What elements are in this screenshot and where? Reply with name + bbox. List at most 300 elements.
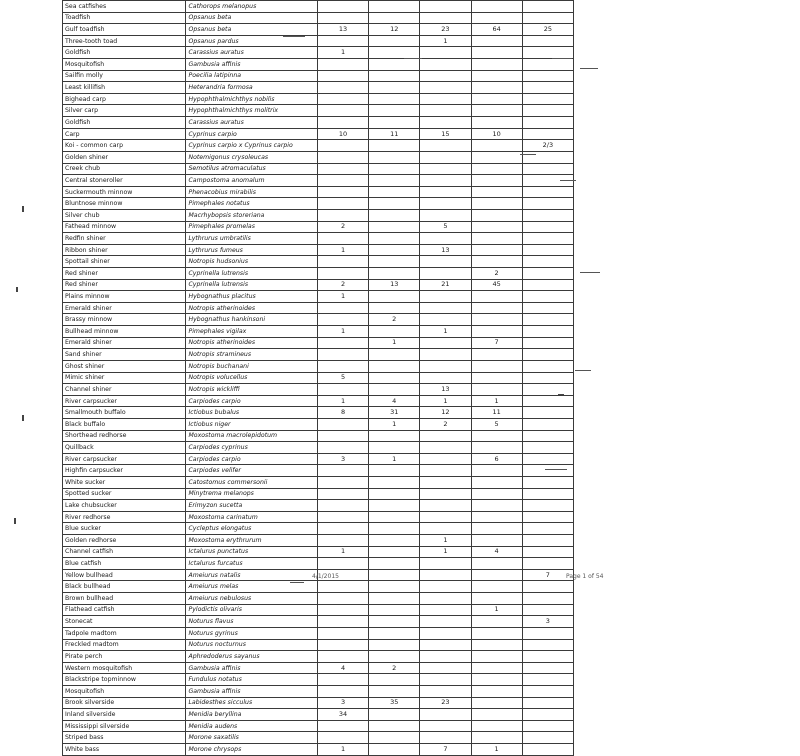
count-cell (317, 488, 368, 500)
table-row (63, 12, 574, 24)
count-cell (317, 581, 368, 593)
scientific-name-cell: Opsanus beta (186, 12, 318, 24)
scan-speck (558, 394, 564, 395)
count-cell (420, 268, 471, 280)
count-cell (317, 151, 368, 163)
table-row (63, 418, 574, 430)
count-cell (420, 685, 471, 697)
table-row (63, 581, 574, 593)
count-cell (522, 651, 573, 663)
count-cell (420, 569, 471, 581)
count-cell (317, 627, 368, 639)
common-name-cell: Plains minnow (63, 291, 186, 303)
scientific-name-cell: Pimephales notatus (186, 198, 318, 210)
count-cell: 25 (522, 24, 573, 36)
count-cell: 1 (317, 546, 368, 558)
count-cell (522, 511, 573, 523)
common-name-cell: River redhorse (63, 511, 186, 523)
scientific-name-cell: Moxostoma erythrurum (186, 535, 318, 547)
count-cell (369, 221, 420, 233)
count-cell (522, 128, 573, 140)
scientific-name-cell: Pimephales promelas (186, 221, 318, 233)
count-cell: 1 (471, 604, 522, 616)
count-cell (522, 349, 573, 361)
scientific-name-cell: Menidia audens (186, 720, 318, 732)
count-cell: 1 (317, 395, 368, 407)
count-cell (369, 651, 420, 663)
scientific-name-cell: Pimephales vigilax (186, 326, 318, 338)
scientific-name-cell: Notropis atherinoides (186, 302, 318, 314)
count-cell (522, 593, 573, 605)
count-cell (317, 442, 368, 454)
scientific-name-cell: Carassius auratus (186, 117, 318, 129)
count-cell (522, 604, 573, 616)
count-cell: 35 (369, 697, 420, 709)
common-name-cell: Brown bullhead (63, 593, 186, 605)
count-cell: 1 (420, 535, 471, 547)
count-cell (369, 198, 420, 210)
count-cell (317, 209, 368, 221)
count-cell (522, 709, 573, 721)
common-name-cell: Three-tooth toad (63, 35, 186, 47)
count-cell (471, 326, 522, 338)
count-cell (317, 1, 368, 13)
scientific-name-cell: Opsanus pardus (186, 35, 318, 47)
scan-speck (22, 415, 24, 421)
count-cell (420, 70, 471, 82)
common-name-cell: Koi - common carp (63, 140, 186, 152)
count-cell: 1 (420, 546, 471, 558)
count-cell (369, 500, 420, 512)
count-cell (369, 12, 420, 24)
count-cell (471, 35, 522, 47)
count-cell (420, 593, 471, 605)
count-cell (420, 732, 471, 744)
count-cell (369, 384, 420, 396)
common-name-cell: Brassy minnow (63, 314, 186, 326)
scientific-name-cell: Labidesthes sicculus (186, 697, 318, 709)
table-row (63, 279, 574, 291)
common-name-cell: Flathead catfish (63, 604, 186, 616)
count-cell (369, 488, 420, 500)
scan-speck (14, 518, 16, 524)
count-cell (317, 465, 368, 477)
count-cell (420, 511, 471, 523)
count-cell (369, 709, 420, 721)
count-cell (522, 720, 573, 732)
count-cell: 2 (317, 279, 368, 291)
count-cell (471, 244, 522, 256)
scientific-name-cell: Cycleptus elongatus (186, 523, 318, 535)
count-cell (420, 12, 471, 24)
count-cell (317, 651, 368, 663)
scientific-name-cell: Ameiurus natalis (186, 569, 318, 581)
common-name-cell: Creek chub (63, 163, 186, 175)
count-cell (369, 442, 420, 454)
scientific-name-cell: Hypophthalmichthys molitrix (186, 105, 318, 117)
common-name-cell: Lake chubsucker (63, 500, 186, 512)
scientific-name-cell: Notropis volucellus (186, 372, 318, 384)
count-cell (522, 1, 573, 13)
count-cell (369, 511, 420, 523)
common-name-cell: Highfin carpsucker (63, 465, 186, 477)
table-row (63, 593, 574, 605)
scientific-name-cell: Aphredoderus sayanus (186, 651, 318, 663)
count-cell: 1 (317, 47, 368, 59)
count-cell: 1 (317, 244, 368, 256)
table-row (63, 546, 574, 558)
count-cell (420, 349, 471, 361)
table-row (63, 627, 574, 639)
count-cell (471, 581, 522, 593)
count-cell (420, 186, 471, 198)
count-cell (471, 593, 522, 605)
common-name-cell: Blue catfish (63, 558, 186, 570)
count-cell (471, 662, 522, 674)
count-cell (471, 500, 522, 512)
count-cell: 4 (369, 395, 420, 407)
count-cell (317, 511, 368, 523)
count-cell (522, 198, 573, 210)
scientific-name-cell: Opsanus beta (186, 24, 318, 36)
table-row (63, 465, 574, 477)
common-name-cell: Blackstripe topminnow (63, 674, 186, 686)
scan-dash (545, 469, 567, 470)
scientific-name-cell: Cyprinella lutrensis (186, 268, 318, 280)
common-name-cell: Freckled madtom (63, 639, 186, 651)
count-cell: 2 (369, 662, 420, 674)
table-row (63, 117, 574, 129)
table-row (63, 651, 574, 663)
table-row (63, 70, 574, 82)
count-cell (369, 546, 420, 558)
scan-speck (22, 206, 24, 212)
count-cell (317, 732, 368, 744)
scientific-name-cell: Minytrema melanops (186, 488, 318, 500)
count-cell (420, 93, 471, 105)
scientific-name-cell: Gambusia affinis (186, 662, 318, 674)
common-name-cell: Bullhead minnow (63, 326, 186, 338)
count-cell (522, 221, 573, 233)
count-cell: 23 (420, 24, 471, 36)
count-cell (369, 326, 420, 338)
count-cell (420, 430, 471, 442)
count-cell: 1 (317, 744, 368, 756)
count-cell (317, 175, 368, 187)
scientific-name-cell: Gambusia affinis (186, 685, 318, 697)
scientific-name-cell: Poecilia latipinna (186, 70, 318, 82)
count-cell (420, 82, 471, 94)
scientific-name-cell: Heterandria formosa (186, 82, 318, 94)
count-cell (420, 465, 471, 477)
common-name-cell: Central stoneroller (63, 175, 186, 187)
scientific-name-cell: Ictiobus niger (186, 418, 318, 430)
scientific-name-cell: Ameiurus nebulosus (186, 593, 318, 605)
scientific-name-cell: Noturus flavus (186, 616, 318, 628)
count-cell (471, 558, 522, 570)
common-name-cell: Smallmouth buffalo (63, 407, 186, 419)
count-cell (471, 430, 522, 442)
count-cell (522, 47, 573, 59)
common-name-cell: Toadfish (63, 12, 186, 24)
count-cell (522, 453, 573, 465)
count-cell (522, 581, 573, 593)
count-cell (420, 140, 471, 152)
table-row (63, 476, 574, 488)
count-cell (522, 82, 573, 94)
count-cell (369, 604, 420, 616)
count-cell (369, 82, 420, 94)
count-cell (420, 662, 471, 674)
scientific-name-cell: Notropis wickliffi (186, 384, 318, 396)
table-row (63, 744, 574, 756)
count-cell (471, 535, 522, 547)
count-cell: 11 (369, 128, 420, 140)
count-cell (317, 12, 368, 24)
count-cell (471, 442, 522, 454)
count-cell (420, 233, 471, 245)
table-row (63, 221, 574, 233)
count-cell (420, 674, 471, 686)
common-name-cell: River carpsucker (63, 395, 186, 407)
common-name-cell: Ghost shiner (63, 360, 186, 372)
table-row (63, 662, 574, 674)
count-cell (522, 418, 573, 430)
common-name-cell: Goldfish (63, 47, 186, 59)
scientific-name-cell: Ameiurus melas (186, 581, 318, 593)
common-name-cell: Spottail shiner (63, 256, 186, 268)
count-cell: 2/3 (522, 140, 573, 152)
scientific-name-cell: Semotilus atromaculatus (186, 163, 318, 175)
count-cell (369, 233, 420, 245)
count-cell (317, 639, 368, 651)
count-cell (471, 732, 522, 744)
table-row (63, 685, 574, 697)
count-cell (471, 163, 522, 175)
species-count-table (62, 0, 574, 756)
count-cell (420, 47, 471, 59)
count-cell (471, 291, 522, 303)
count-cell: 11 (471, 407, 522, 419)
count-cell (369, 175, 420, 187)
common-name-cell: Sea catfishes (63, 1, 186, 13)
count-cell (522, 326, 573, 338)
count-cell (522, 291, 573, 303)
count-cell: 13 (317, 24, 368, 36)
common-name-cell: Red shiner (63, 279, 186, 291)
count-cell: 4 (471, 546, 522, 558)
scientific-name-cell: Pylodictis olivaris (186, 604, 318, 616)
common-name-cell: Carp (63, 128, 186, 140)
common-name-cell: Bluntnose minnow (63, 198, 186, 210)
count-cell (369, 209, 420, 221)
table-row (63, 105, 574, 117)
table-row (63, 395, 574, 407)
scientific-name-cell: Ictalurus furcatus (186, 558, 318, 570)
count-cell (369, 720, 420, 732)
count-cell (420, 627, 471, 639)
common-name-cell: Golden shiner (63, 151, 186, 163)
common-name-cell: Fathead minnow (63, 221, 186, 233)
count-cell (369, 105, 420, 117)
table-row (63, 140, 574, 152)
count-cell (522, 627, 573, 639)
scientific-name-cell: Morone saxatilis (186, 732, 318, 744)
count-cell (471, 302, 522, 314)
count-cell: 45 (471, 279, 522, 291)
count-cell (317, 685, 368, 697)
count-cell: 7 (471, 337, 522, 349)
count-cell (369, 685, 420, 697)
scientific-name-cell: Carpiodes velifer (186, 465, 318, 477)
common-name-cell: Mississippi silverside (63, 720, 186, 732)
scientific-name-cell: Menidia beryllina (186, 709, 318, 721)
count-cell (522, 639, 573, 651)
count-cell: 23 (420, 697, 471, 709)
count-cell (522, 70, 573, 82)
count-cell (522, 558, 573, 570)
count-cell (522, 662, 573, 674)
count-cell (369, 744, 420, 756)
count-cell (317, 140, 368, 152)
count-cell (471, 221, 522, 233)
count-cell (471, 93, 522, 105)
table-row (63, 59, 574, 71)
scientific-name-cell: Cyprinus carpio x Cyprinus carpio (186, 140, 318, 152)
count-cell (317, 82, 368, 94)
count-cell (420, 1, 471, 13)
count-cell (522, 244, 573, 256)
count-cell: 10 (471, 128, 522, 140)
table-row (63, 558, 574, 570)
common-name-cell: Mimic shiner (63, 372, 186, 384)
scientific-name-cell: Notropis hudsonius (186, 256, 318, 268)
count-cell: 12 (369, 24, 420, 36)
count-cell: 1 (420, 35, 471, 47)
count-cell (317, 476, 368, 488)
table-row (63, 24, 574, 36)
count-cell (522, 256, 573, 268)
count-cell (471, 709, 522, 721)
table-row (63, 511, 574, 523)
count-cell: 1 (420, 395, 471, 407)
scientific-name-cell: Campostoma anomalum (186, 175, 318, 187)
count-cell (317, 535, 368, 547)
count-cell (420, 291, 471, 303)
count-cell (522, 105, 573, 117)
table-row (63, 209, 574, 221)
count-cell (369, 674, 420, 686)
count-cell (522, 372, 573, 384)
count-cell (420, 256, 471, 268)
count-cell (369, 93, 420, 105)
count-cell (420, 558, 471, 570)
count-cell (317, 117, 368, 129)
common-name-cell: Blue sucker (63, 523, 186, 535)
count-cell (317, 233, 368, 245)
count-cell (369, 627, 420, 639)
count-cell (471, 476, 522, 488)
count-cell (471, 569, 522, 581)
scientific-name-cell: Notropis stramineus (186, 349, 318, 361)
scientific-name-cell: Carassius auratus (186, 47, 318, 59)
scientific-name-cell: Noturus gyrinus (186, 627, 318, 639)
count-cell (522, 546, 573, 558)
count-cell (369, 59, 420, 71)
scientific-name-cell: Hybognathus placitus (186, 291, 318, 303)
count-cell (420, 105, 471, 117)
count-cell (522, 268, 573, 280)
scientific-name-cell: Catostomus commersonii (186, 476, 318, 488)
count-cell (420, 581, 471, 593)
count-cell (471, 465, 522, 477)
table-row (63, 314, 574, 326)
common-name-cell: Striped bass (63, 732, 186, 744)
scientific-name-cell: Fundulus notatus (186, 674, 318, 686)
count-cell (471, 186, 522, 198)
count-cell (522, 35, 573, 47)
count-cell (369, 558, 420, 570)
count-cell: 2 (369, 314, 420, 326)
count-cell (369, 163, 420, 175)
count-cell (522, 430, 573, 442)
count-cell (522, 523, 573, 535)
count-cell (369, 430, 420, 442)
common-name-cell: Black buffalo (63, 418, 186, 430)
count-cell (369, 117, 420, 129)
table-row (63, 186, 574, 198)
count-cell (471, 488, 522, 500)
scan-dash (560, 180, 576, 181)
table-row (63, 233, 574, 245)
common-name-cell: Goldfish (63, 117, 186, 129)
count-cell (317, 593, 368, 605)
count-cell (317, 198, 368, 210)
common-name-cell: White sucker (63, 476, 186, 488)
common-name-cell: Tadpole madtom (63, 627, 186, 639)
count-cell (471, 349, 522, 361)
count-cell (369, 302, 420, 314)
common-name-cell: Shorthead redhorse (63, 430, 186, 442)
count-cell: 15 (420, 128, 471, 140)
count-cell (317, 93, 368, 105)
common-name-cell: Channel shiner (63, 384, 186, 396)
footer-date: 4/1/2015 (312, 573, 339, 580)
count-cell (369, 360, 420, 372)
count-cell: 3 (317, 453, 368, 465)
count-cell: 1 (317, 326, 368, 338)
count-cell (420, 604, 471, 616)
count-cell (317, 349, 368, 361)
table-row (63, 453, 574, 465)
count-cell (522, 384, 573, 396)
table-row (63, 488, 574, 500)
count-cell: 1 (369, 337, 420, 349)
count-cell: 1 (369, 453, 420, 465)
scientific-name-cell: Carpiodes carpio (186, 453, 318, 465)
count-cell (471, 674, 522, 686)
count-cell (369, 593, 420, 605)
count-cell (420, 500, 471, 512)
count-cell (317, 418, 368, 430)
table-row (63, 430, 574, 442)
count-cell (420, 372, 471, 384)
count-cell (471, 627, 522, 639)
count-cell (522, 535, 573, 547)
scan-dash (580, 68, 598, 69)
table-row (63, 47, 574, 59)
common-name-cell: Golden redhorse (63, 535, 186, 547)
